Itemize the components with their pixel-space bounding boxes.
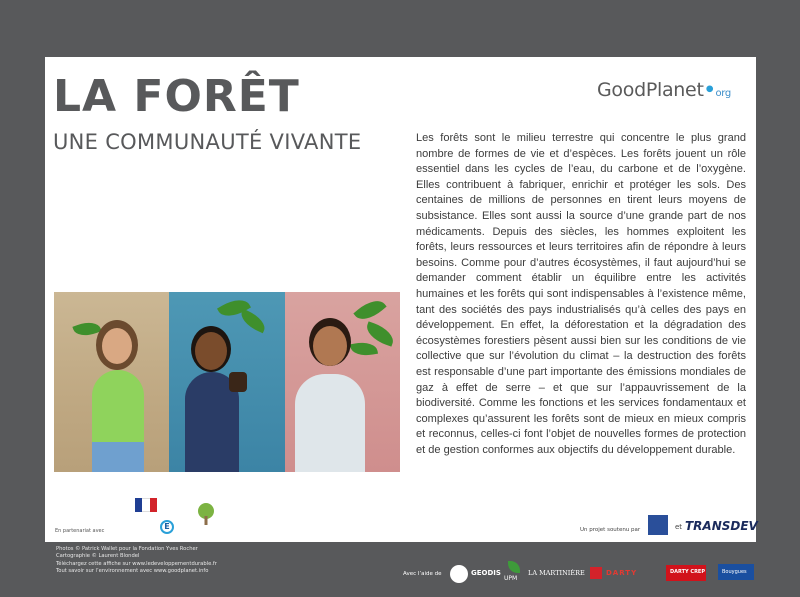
footer-photo-credit: Photos © Patrick Wallet pour la Fondation Yves Rocher [56, 546, 198, 552]
footer-map-credit: Cartographie © Laurent Blondel [56, 552, 140, 559]
tree-logo-icon [193, 502, 219, 526]
sponsor-darty: DARTY [606, 569, 638, 577]
partners-label: En partenariat avec [55, 528, 105, 534]
children-photo-strip [54, 292, 400, 472]
logo-main-text: GoodPlanet [597, 79, 704, 101]
page-subtitle: UNE COMMUNAUTÉ VIVANTE [53, 130, 362, 154]
sponsor-bouygues: Bouygues [722, 569, 747, 575]
sponsors-label: Avec l’aide de [403, 571, 442, 577]
darty-red-square-icon [590, 567, 602, 579]
fondation-yves-rocher-logo [648, 515, 668, 535]
logo-suffix: org [715, 88, 731, 99]
photo-girl-with-plant [54, 292, 169, 472]
page-title: LA FORÊT [53, 71, 300, 122]
footer-credits [56, 546, 217, 574]
and-label: et [675, 523, 683, 531]
sponsor-geodis: GEODIS [471, 569, 501, 577]
upm-leaf-icon [508, 561, 520, 573]
logo-dot: • [703, 79, 716, 101]
photo-boy-with-plant [285, 292, 400, 472]
education-e-logo: E [160, 520, 174, 534]
footer-download-link[interactable]: Téléchargez cette affiche sur www.ledeveloppementdurable.fr [56, 561, 217, 568]
sponsor-darty-crep: DARTY CREP [670, 569, 706, 575]
geodis-icon [450, 565, 468, 583]
project-support-label: Un projet soutenu par [580, 527, 641, 533]
sponsor-upm: UPM [504, 575, 518, 582]
footer-info-link[interactable]: Tout savoir sur l’environnement avec www.goodplanet.info [56, 567, 209, 574]
goodplanet-logo[interactable] [597, 79, 731, 101]
article-body: Les forêts sont le milieu terrestre qui concentre le plus grand nombre de formes de vie et d’espèces. Les forêts jouent un rôle essentiel dans les cycles de l’eau, du carbone et de l’oxygène. Elles contribuent à fabriquer, enrichir et protéger les sols. Des centaines de millions de personnes en tirent leurs moyens de subsistance. Elles sont aussi la source d’une grande part de nos médicaments. Depuis des siècles, les hommes exploitent les forêts, leurs ressources et leurs territoires afin de répondre à leurs besoins. Comme pour d’autres écosystèmes, il faut aujourd’hui se demander comment établir un équilibre entre les activités humaines et les forêts qui sont indispensables à l’existence même, tant des sociétés des pays industrialisés qu’à celles des pays en développement. En effet, la déforestation et la dégradation des écosystèmes forestiers pèsent aussi bien sur les conditions de vie collective que sur l’évolution du climat – la destruction des forêts est responsable d’une part importante des émissions mondiales de gaz à effet de serre – et que sur l’appauvrissement de la biodiversité. Comme les fonctions et les services fondamentaux et complexes qu’assurent les forêts sont de mieux en mieux compris et reconnus, celles-ci font l’objet de nouvelles formes de protection et de gestion conformes aux objectifs du développement durable. [416, 132, 746, 456]
sponsor-la-martiniere: LA MARTINIÈRE [528, 569, 585, 577]
french-republic-logo [135, 498, 157, 512]
partner-logos [115, 498, 225, 538]
transdev-logo: TRANSDEV [685, 519, 758, 533]
photo-girl-smiling [169, 292, 284, 472]
poster-panel [45, 57, 756, 542]
